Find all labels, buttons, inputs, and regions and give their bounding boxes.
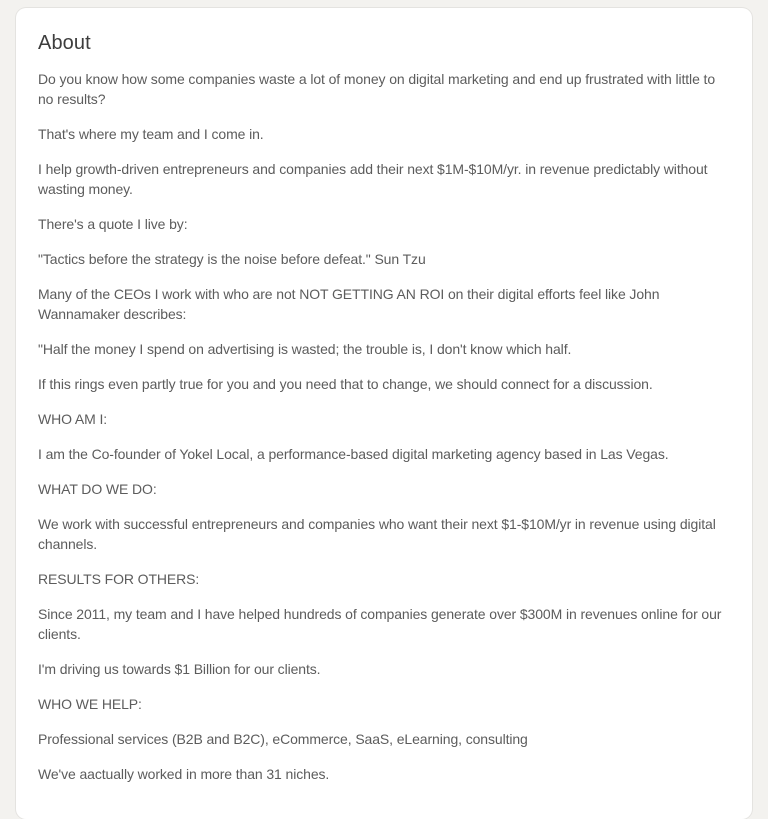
about-paragraph: I'm driving us towards $1 Billion for our clients. bbox=[38, 661, 321, 677]
about-paragraph: Many of the CEOs I work with who are not NOT GETTING AN ROI on their digital efforts feel like John Wannamaker describes: bbox=[38, 286, 660, 322]
about-paragraph: We work with successful entrepreneurs and companies who want their next $1-$10M/yr in revenue using digital channels. bbox=[38, 516, 716, 552]
about-card bbox=[16, 8, 752, 819]
about-paragraph: If this rings even partly true for you and you need that to change, we should connect for a discussion. bbox=[38, 376, 653, 392]
about-paragraph: WHO AM I: bbox=[38, 411, 108, 427]
about-paragraph: That's where my team and I come in. bbox=[38, 126, 264, 142]
about-paragraph: Since 2011, my team and I have helped hundreds of companies generate over $300M in revenues online for our clients. bbox=[38, 606, 722, 642]
about-text bbox=[38, 69, 730, 784]
about-paragraph: WHAT DO WE DO: bbox=[38, 481, 157, 497]
about-paragraph: I help growth-driven entrepreneurs and companies add their next $1M-$10M/yr. in revenue predictably without wasting money. bbox=[38, 161, 708, 197]
about-paragraph: We've aactually worked in more than 31 niches. bbox=[38, 766, 330, 782]
about-paragraph: WHO WE HELP: bbox=[38, 696, 142, 712]
about-paragraph: "Tactics before the strategy is the noise before defeat." Sun Tzu bbox=[38, 251, 426, 267]
about-paragraph: "Half the money I spend on advertising is wasted; the trouble is, I don't know which half. bbox=[38, 341, 572, 357]
about-paragraph: RESULTS FOR OTHERS: bbox=[38, 571, 200, 587]
about-section-title: About bbox=[38, 32, 91, 54]
about-paragraph: Do you know how some companies waste a lot of money on digital marketing and end up frustrated with little to no results? bbox=[38, 71, 716, 107]
about-paragraph: Professional services (B2B and B2C), eCommerce, SaaS, eLearning, consulting bbox=[38, 731, 528, 747]
about-paragraph: I am the Co-founder of Yokel Local, a performance-based digital marketing agency based in Las Vegas. bbox=[38, 446, 669, 462]
about-paragraph: There's a quote I live by: bbox=[38, 216, 188, 232]
